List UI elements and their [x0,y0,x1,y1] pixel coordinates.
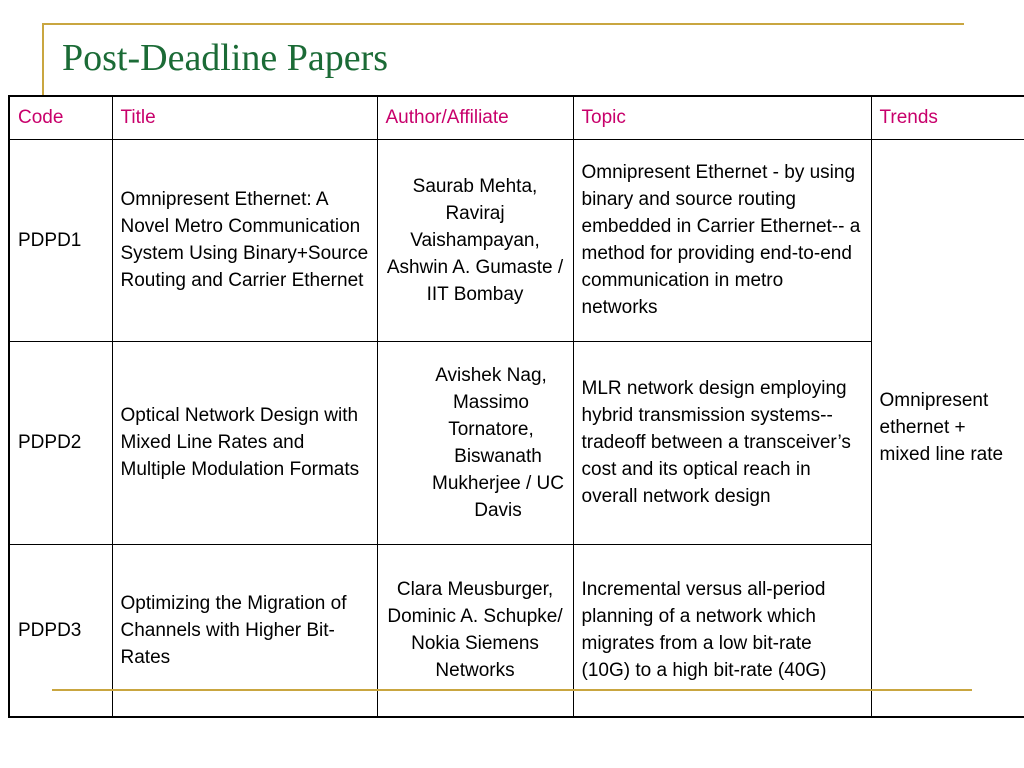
header-code: Code [9,96,112,139]
header-author: Author/Affiliate [377,96,573,139]
table-row [9,139,1024,341]
row-author-line: Biswanath Mukherjee / UC Davis [432,445,564,521]
row-topic: Incremental versus all-period planning of a network which migrates from a low bit-rate (10G) to a high bit-rate (40G) [573,544,871,717]
header-title: Title [112,96,377,139]
row-code: PDPD2 [9,341,112,544]
row-code: PDPD1 [9,139,112,341]
row-title: Omnipresent Ethernet: A Novel Metro Communication System Using Binary+Source Routing and Carrier Ethernet [112,139,377,341]
papers-table [8,95,1024,718]
header-topic: Topic [573,96,871,139]
top-accent-line [42,23,964,25]
header-trends: Trends [871,96,1024,139]
row-author: Saurab Mehta, Raviraj Vaishampayan, Ashwin A. Gumaste / IIT Bombay [377,139,573,341]
row-author-line: Avishek Nag, Massimo Tornatore, [435,364,547,440]
row-author: Clara Meusburger, Dominic A. Schupke/ Nokia Siemens Networks [377,544,573,717]
table-header-row [9,96,1024,139]
row-author [377,341,573,544]
bottom-accent-line [52,689,972,691]
row-title: Optical Network Design with Mixed Line Rates and Multiple Modulation Formats [112,341,377,544]
slide-title: Post-Deadline Papers [62,37,389,79]
row-topic: MLR network design employing hybrid transmission systems-- tradeoff between a transceiver’s cost and its optical reach in overall network design [573,341,871,544]
trends-cell: Omnipresent ethernet + mixed line rate [871,139,1024,717]
row-code: PDPD3 [9,544,112,717]
left-accent-line [42,23,44,97]
row-title: Optimizing the Migration of Channels with Higher Bit-Rates [112,544,377,717]
row-topic: Omnipresent Ethernet - by using binary and source routing embedded in Carrier Ethernet-- a method for providing end-to-end communication in metro networks [573,139,871,341]
